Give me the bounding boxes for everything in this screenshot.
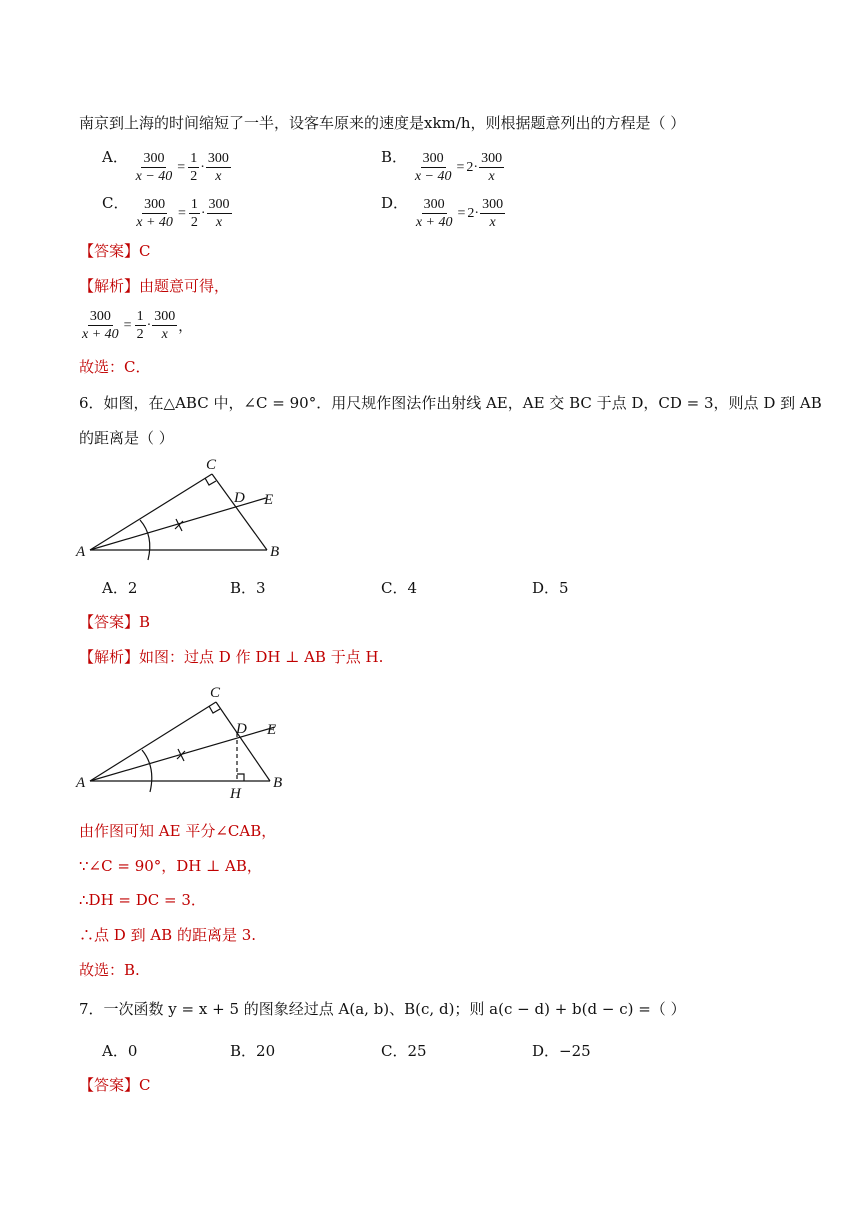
frac-den: x + 40 bbox=[136, 215, 173, 230]
label-a: A bbox=[76, 775, 86, 791]
frac-num: 300 bbox=[144, 197, 166, 212]
label-b: B bbox=[273, 775, 283, 791]
frac-num: 1 bbox=[190, 197, 198, 212]
label-d: D bbox=[236, 721, 247, 737]
q5-option-c: C． $\frac{300}{x + 40}$ = $\frac{1}{2}$ · $\frac{300}{x}$ bbox=[102, 194, 230, 230]
coef: 2 bbox=[466, 159, 474, 175]
q7-option-a: A．0 bbox=[102, 1042, 138, 1060]
q5-analysis-equation: $\frac{300}{x + 40}$ = $\frac{1}{2}$ · $\frac{300}{x}$ ， bbox=[82, 309, 193, 342]
frac-den: x − 40 bbox=[414, 169, 452, 184]
q6-stem-line1: 6．如图，在△ABC 中，∠C = 90°．用尺规作图法作出射线 AE，AE 交 BC 于点 D，CD = 3，则点 D 到 AB bbox=[79, 394, 822, 412]
right-angle-mark bbox=[205, 478, 216, 485]
q7-stem: 7．一次函数 y = x + 5 的图象经过点 A(a, b)、B(c, d)；则 a(c − d) + b(d − c) =（ ） bbox=[79, 1000, 686, 1018]
frac-num: 1 bbox=[136, 309, 144, 324]
q6-step-4: ∴点 D 到 AB 的距离是 3. bbox=[79, 926, 257, 944]
frac-den: 2 bbox=[136, 327, 144, 342]
q5-conclusion: 故选：C． bbox=[79, 358, 151, 376]
frac-den: x − 40 bbox=[135, 169, 173, 184]
triangle-figure-1 bbox=[70, 452, 300, 564]
label-h: H bbox=[230, 786, 241, 800]
option-label: B． bbox=[381, 148, 408, 166]
punct: ， bbox=[178, 319, 193, 335]
q6-option-c: C．4 bbox=[381, 579, 418, 597]
q7-answer: 【答案】C bbox=[79, 1076, 151, 1094]
analysis-tag: 【解析】 bbox=[79, 277, 140, 295]
q5-option-b: B． $\frac{300}{x - 40}$ = 2 · $\frac{300}{x}$ bbox=[381, 148, 503, 184]
q6-step-2: ∵∠C = 90°，DH ⊥ AB， bbox=[79, 857, 262, 875]
label-c: C bbox=[210, 685, 221, 701]
option-label: D． bbox=[381, 194, 409, 212]
q6-option-b: B．3 bbox=[230, 579, 266, 597]
q6-analysis bbox=[79, 647, 383, 667]
frac-den: x bbox=[489, 215, 496, 230]
frac-den: 2 bbox=[190, 215, 198, 230]
analysis-tag: 【解析】 bbox=[79, 648, 140, 666]
frac-den: x bbox=[161, 327, 168, 342]
frac-den: x bbox=[215, 169, 222, 184]
frac-den: x + 40 bbox=[82, 327, 119, 342]
q6-step-5: 故选：B. bbox=[79, 961, 140, 979]
q6-step-3: ∴DH = DC = 3． bbox=[79, 891, 206, 909]
side-ac bbox=[90, 702, 216, 781]
frac-den: x bbox=[488, 169, 495, 184]
side-ac bbox=[90, 474, 212, 550]
q7-option-c: C．25 bbox=[381, 1042, 427, 1060]
q6-option-a: A．2 bbox=[102, 579, 138, 597]
q6-answer: 【答案】B bbox=[79, 613, 151, 631]
option-label: C． bbox=[102, 194, 129, 212]
analysis-text: 如图：过点 D 作 DH ⊥ AB 于点 H. bbox=[139, 648, 384, 666]
frac-den: x + 40 bbox=[415, 215, 453, 230]
option-label: A． bbox=[102, 148, 128, 166]
q6-step-1: 由作图可知 AE 平分∠CAB， bbox=[79, 822, 277, 840]
analysis-text: 由题意可得， bbox=[139, 277, 230, 295]
coef: 2 bbox=[467, 205, 475, 221]
q6-stem-line2: 的距离是（ ） bbox=[79, 429, 174, 447]
q5-stem: 南京到上海的时间缩短了一半，设客车原来的速度是xkm/h，则根据题意列出的方程是（ ） bbox=[79, 114, 686, 132]
label-c: C bbox=[206, 457, 217, 473]
frac-num: 1 bbox=[190, 151, 198, 166]
right-angle-mark bbox=[209, 706, 220, 713]
q5-analysis bbox=[79, 276, 229, 296]
label-e: E bbox=[267, 722, 277, 738]
q5-option-d: D． $\frac{300}{x + 40}$ = 2 · $\frac{300}{x}$ bbox=[381, 194, 504, 230]
frac-num: 300 bbox=[481, 151, 503, 166]
triangle-figure-2 bbox=[70, 678, 300, 800]
q5-answer: 【答案】C bbox=[79, 242, 151, 260]
q6-option-d: D．5 bbox=[532, 579, 569, 597]
label-b: B bbox=[270, 544, 280, 560]
construction-arc bbox=[142, 750, 152, 792]
frac-num: 300 bbox=[208, 197, 230, 212]
label-a: A bbox=[76, 544, 86, 560]
frac-num: 300 bbox=[422, 151, 444, 166]
frac-num: 300 bbox=[143, 151, 165, 166]
frac-num: 300 bbox=[89, 309, 111, 324]
q7-option-d: D．−25 bbox=[532, 1042, 591, 1060]
q7-option-b: B．20 bbox=[230, 1042, 276, 1060]
frac-num: 300 bbox=[207, 151, 229, 166]
frac-den: x bbox=[215, 215, 223, 230]
frac-num: 300 bbox=[154, 309, 176, 324]
right-angle-mark-h bbox=[237, 774, 244, 781]
construction-arc bbox=[140, 520, 150, 560]
label-e: E bbox=[264, 492, 274, 508]
label-d: D bbox=[234, 490, 245, 506]
frac-den: 2 bbox=[190, 169, 198, 184]
frac-num: 300 bbox=[423, 197, 445, 212]
frac-num: 300 bbox=[482, 197, 504, 212]
q5-option-a: A． $\frac{300}{x - 40}$ = $\frac{1}{2}$ · $\frac{300}{x}$ bbox=[102, 148, 229, 184]
